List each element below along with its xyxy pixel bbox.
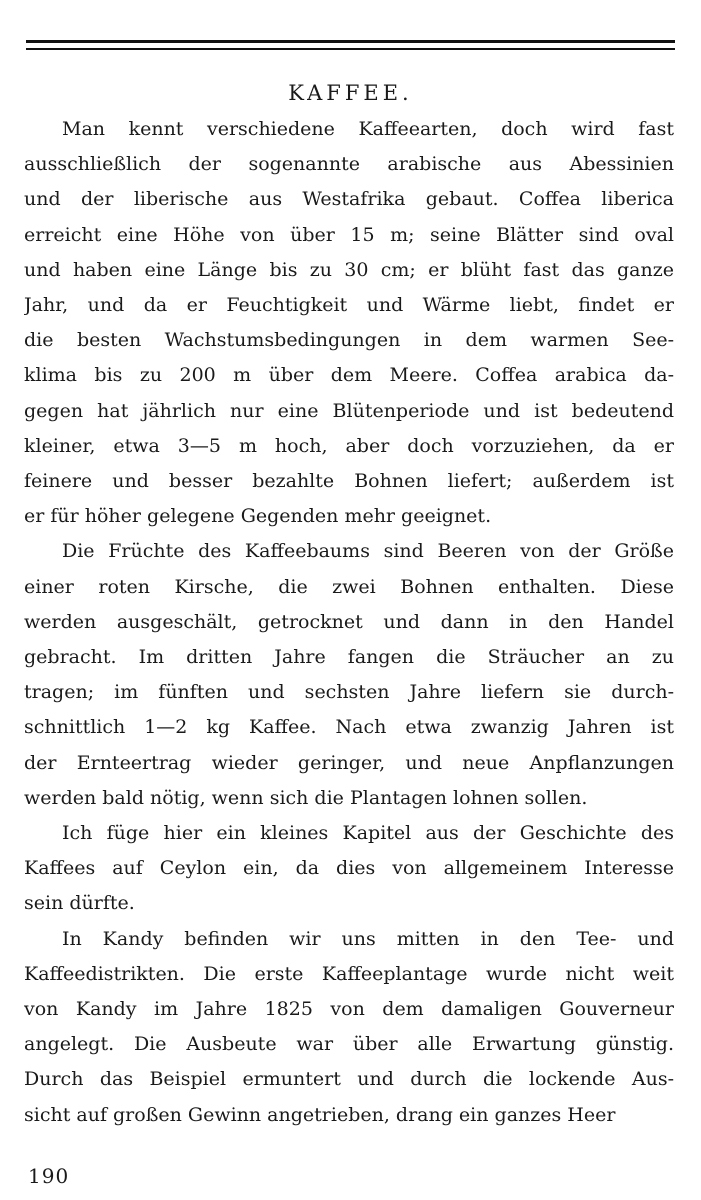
text-line: angelegt. Die Ausbeute war über alle Erwartung günstig. [24,1033,674,1056]
text-line: feinere und besser bezahlte Bohnen liefert; außerdem ist [24,470,674,493]
text-line: tragen; im fünften und sechsten Jahre liefern sie durch- [24,681,674,704]
text-line: ausschließlich der sogenannte arabische aus Abessinien [24,153,674,176]
text-line: Ich füge hier ein kleines Kapitel aus der Geschichte des [62,822,674,845]
text-line: werden bald nötig, wenn sich die Plantagen lohnen sollen. [24,786,588,809]
text-line: In Kandy befinden wir uns mitten in den Tee- und [62,927,674,950]
text-line: gebracht. Im dritten Jahre fangen die Sträucher an zu [24,646,674,669]
text-line: gegen hat jährlich nur eine Blütenperiode und ist bedeutend [24,399,674,422]
text-line: schnittlich 1—2 kg Kaffee. Nach etwa zwanzig Jahren ist [24,716,674,739]
text-line: Kaffeedistrikten. Die erste Kaffeeplantage wurde nicht weit [24,962,674,985]
page-number: 190 [28,1164,70,1188]
text-line: von Kandy im Jahre 1825 von dem damaligen Gouverneur [24,998,674,1021]
text-line: sicht auf großen Gewinn angetrieben, drang ein ganzes Heer [24,1103,616,1126]
text-line: der Ernteertrag wieder geringer, und neue Anpflanzungen [24,751,674,774]
text-line: Kaffees auf Ceylon ein, da dies von allgemeinem Interesse [24,857,674,880]
paragraph [24,534,674,816]
text-line: Jahr, und da er Feuchtigkeit und Wärme liebt, findet er [24,294,674,317]
body-text [24,112,674,1133]
text-line: kleiner, etwa 3—5 m hoch, aber doch vorzuziehen, da er [24,434,674,457]
text-line: und der liberische aus Westafrika gebaut. Coffea liberica [24,188,674,211]
text-line: und haben eine Länge bis zu 30 cm; er blüht fast das ganze [24,258,674,281]
paragraph [24,816,674,922]
text-line: Die Früchte des Kaffeebaums sind Beeren von der Größe [62,540,674,563]
text-line: erreicht eine Höhe von über 15 m; seine Blätter sind oval [24,223,674,246]
text-line: werden ausgeschält, getrocknet und dann in den Handel [24,610,674,633]
paragraph [24,922,674,1133]
text-line: Durch das Beispiel ermuntert und durch die lockende Aus- [24,1068,674,1091]
text-line: er für höher gelegene Gegenden mehr geeignet. [24,505,492,528]
text-line: sein dürfte. [24,892,135,915]
header-rule [26,40,675,50]
header-rule-thin [26,48,675,50]
text-line: die besten Wachstumsbedingungen in dem warmen See- [24,329,674,352]
text-line: Man kennt verschiedene Kaffeearten, doch wird fast [62,118,674,140]
chapter-title: KAFFEE. [288,81,413,105]
paragraph [24,112,674,534]
text-line: klima bis zu 200 m über dem Meere. Coffea arabica da- [24,364,674,387]
text-line: einer roten Kirsche, die zwei Bohnen enthalten. Diese [24,575,674,598]
